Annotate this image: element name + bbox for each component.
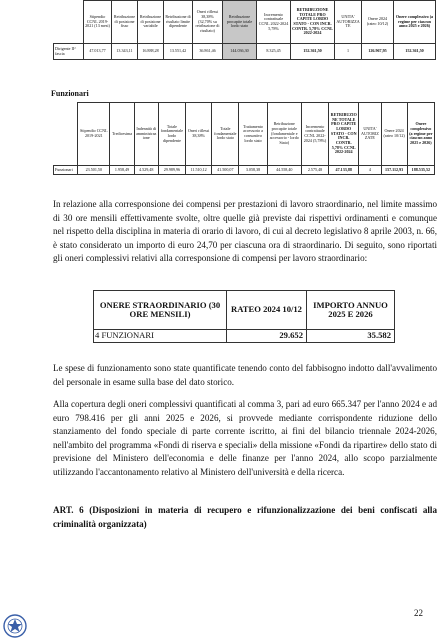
article-heading: ART. 6 (Disposizioni in materia di recupero e rifunzionalizzazione dei beni confiscati alla criminalità organizzata) (53, 505, 437, 529)
table-cell: 4.529,48 (134, 166, 158, 175)
section-heading: Funzionari (51, 89, 89, 98)
body-paragraph: Alla copertura degli oneri complessivi quantificati al comma 3, pari ad euro 665.347 per l'anno 2024 e ad euro 798.416 per gli anni 2025 e 2026, si provvede mediante corrispondente riduzione dello stanziamento del fondo speciale di parte corrente iscritto, ai fini del bilancio triennale 2024-2026, nell'ambito del programma «Fondi di riserva e speciali» della missione «Fondi da ripartire» dello stato di previsione del Ministero dell'economia e delle finanze per l'anno 2024, allo scopo parzialmente utilizzando l'accantonamento relativo al Ministero dell'università e della ricerca. (53, 399, 437, 477)
header-cell: IMPORTO ANNUO 2025 E 2026 (307, 291, 395, 330)
header-cell: Oneri riflessi 38,38% (186, 103, 212, 166)
header-cell: Trattamento accessorio a consuntivo lordo stato (239, 103, 267, 166)
row-label: Dirigente II^ fascia (54, 44, 84, 60)
body-paragraph: Le spese di funzionamento sono state quantificate tenendo conto del fabbisogno indotto dall'avvalimento del personale in esame sulla base del dato storico. (53, 363, 437, 387)
table-cell: 11.510,12 (186, 166, 212, 175)
table-cell: 47.133,88 (329, 166, 359, 175)
table-cell: 13.551,42 (164, 44, 193, 60)
header-cell (54, 1, 84, 44)
header-cell: ONERE STRAORDINARIO (30 ORE MENSILI) (94, 291, 227, 330)
table-cell: 23.501,50 (78, 166, 110, 175)
header-cell: Onere complessivo (a regime per ciascun anno 2025 e 2026) (407, 103, 434, 166)
table-cell: 188.535,52 (407, 166, 434, 175)
table-cell: 36.861,46 (193, 44, 223, 60)
table-cell: 126.967,95 (362, 44, 394, 60)
header-cell: Retribuzione procapite totale (fondamentale e accessorio - lordo Stato) (267, 103, 301, 166)
emblem-logo (2, 612, 28, 640)
table-cell: 44.558,40 (267, 166, 301, 175)
header-cell: Onere 2024 (rateo 10/12) (381, 103, 407, 166)
table-cell: 1.958,49 (110, 166, 134, 175)
header-cell: Totale fondamentale lordo dipendente (158, 103, 185, 166)
table-cell: 152.361,50 (291, 44, 335, 60)
header-cell: UNITA' AUTORIZZATE (335, 1, 362, 44)
header-cell: Totale fondamentale lordo stato (212, 103, 239, 166)
table-cell: 144.036,30 (223, 44, 257, 60)
header-cell: Incremento contrattuale CCNL 2022-2024 (5,78%) (301, 103, 328, 166)
header-cell: UNITA' AUTORIZZATE (359, 103, 381, 166)
header-cell: Retribuzione di posizione fisso (112, 1, 138, 44)
table-cell: 29.989,96 (158, 166, 185, 175)
table-cell: 157.112,93 (381, 166, 407, 175)
header-cell: RETRIBUZIONE TOTALE PRO CAPITE LORDO STATO - CON INCR. CONTR. 5,78% CCNL 2022-2024 (291, 1, 335, 44)
table-cell: 2.575,48 (301, 166, 328, 175)
header-cell: RATEO 2024 10/12 (227, 291, 307, 330)
body-paragraph: In relazione alla corresponsione dei compensi per prestazioni di lavoro straordinario, nel limite massimo di 30 ore mensili effettivamente svolte, oltre quelle già previste dai rispettivi ordinamenti e comunque nel rispetto della disciplina in materia di orario di lavoro, di cui al decreto legislativo 8 aprile 2003, n. 66, è stato considerato un importo di euro 24,70 per ciascuna ora di straordinario. Di seguito, sono riportati gli oneri complessivi relativi alla corresponsione di compensi per lavoro straordinario: (53, 199, 437, 264)
table-cell: 8.325,45 (257, 44, 291, 60)
header-cell: Retribuzione di risultato limite dipendente (164, 1, 193, 44)
table-cell: 29.652 (227, 330, 307, 343)
table-cell: 1 (335, 44, 362, 60)
header-cell: Onere 2024 (rateo 10/12) (362, 1, 394, 44)
dirigente-cost-table (53, 0, 436, 60)
header-cell (54, 103, 78, 166)
table-cell: 41.500,07 (212, 166, 239, 175)
row-label: 4 FUNZIONARI (94, 330, 227, 343)
header-cell: Indennità di amministrazione (134, 103, 158, 166)
page-number: 22 (414, 608, 423, 618)
row-label: Funzionari (54, 166, 78, 175)
table-cell: 47.013,77 (84, 44, 112, 60)
header-cell: Stipendio CCNL 2019-2021 (13 mesi) (84, 1, 112, 44)
header-cell: Incremento contrattuale CCNL 2022-2024 5,78% (257, 1, 291, 44)
header-cell: Onere complessivo (a regime per ciascun anno 2025 e 2026) (394, 1, 436, 44)
table-cell: 4 (359, 166, 381, 175)
header-cell: Retribuzione procapite totale lordo stato (223, 1, 257, 44)
table-cell: 16.888,28 (138, 44, 164, 60)
header-cell: Retribuzione di posizione variabile (138, 1, 164, 44)
header-cell: RETRIBUZIONE TOTALE PRO CAPITE LORDO STATO - CON INCR. CONTR. 5,78% CCNL 2022-2024 (329, 103, 359, 166)
header-cell: Tredicesima (110, 103, 134, 166)
table-cell: 152.361,50 (394, 44, 436, 60)
header-cell: Oneri riflessi 38,38% (32,70% su retribuzione di risultato) (193, 1, 223, 44)
table-cell: 3.058,38 (239, 166, 267, 175)
funzionari-cost-table (53, 102, 435, 175)
table-cell: 13.343,11 (112, 44, 138, 60)
header-cell: Stipendio CCNL 2019-2021 (78, 103, 110, 166)
overtime-table (93, 290, 395, 343)
table-cell: 35.582 (307, 330, 395, 343)
